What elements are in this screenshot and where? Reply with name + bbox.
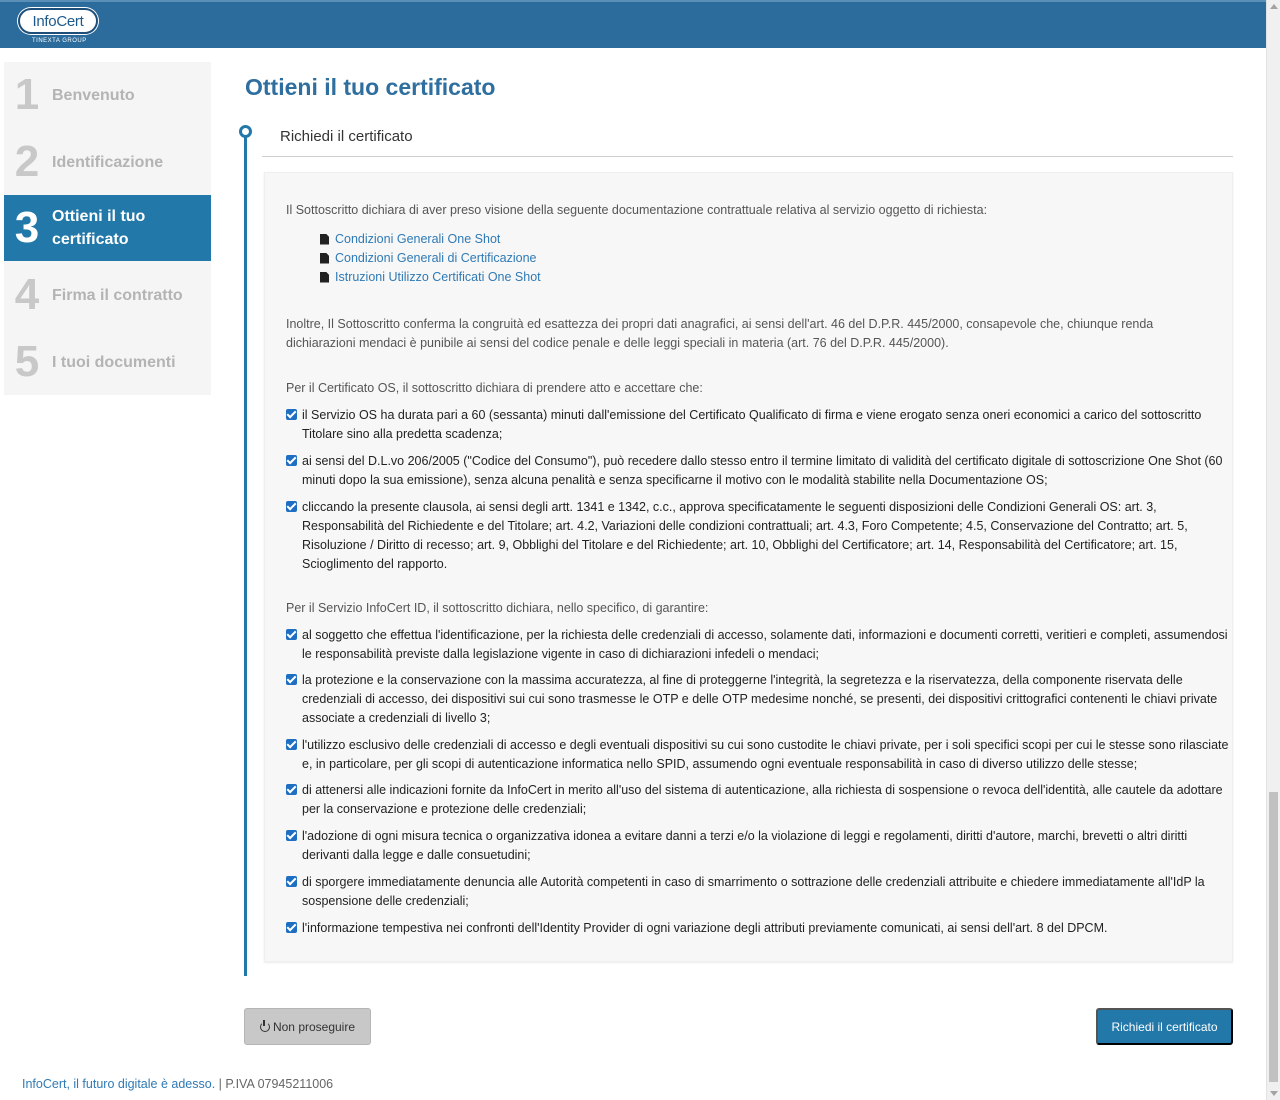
id-checkbox-row[interactable] [286, 781, 1232, 819]
step-number: 4 [14, 270, 40, 319]
page-scrollbar[interactable] [1266, 0, 1280, 1100]
step-label: Identificazione [52, 153, 164, 171]
checkbox-checked[interactable] [286, 830, 297, 841]
declaration-text: Inoltre, Il Sottoscritto conferma la congruità ed esattezza dei propri dati anagrafici, ai sensi dell'art. 46 del D.P.R. 445/2000, consapevole che, chiunque renda dichiarazioni mendaci è punibile ai sensi del codice penale e delle leggi speciali in materia (art. 76 del D.P.R. 445/2000). [286, 317, 1154, 350]
document-icon [320, 234, 329, 245]
timeline-dot-icon [239, 125, 252, 138]
doc-link-general-conditions-one-shot[interactable] [320, 232, 500, 246]
power-icon [260, 1022, 270, 1032]
id-checkbox-row[interactable] [286, 626, 1232, 664]
steps-sidebar [4, 62, 211, 395]
step-number: 2 [14, 137, 40, 186]
os-checkbox-row[interactable] [286, 498, 1232, 574]
page-title: Ottieni il tuo certificato [245, 74, 496, 100]
top-header [0, 0, 1266, 48]
checkbox-label: l'informazione tempestiva nei confronti dell'Identity Provider di ogni variazione degli attributi previamente comunicati, ai sensi dell'art. 8 del DPCM. [302, 921, 1108, 935]
checkbox-label: ai sensi del D.L.vo 206/2005 ("Codice del Consumo"), può recedere dallo stesso entro il termine limitato di validità del certificato digitale di sottoscrizione One Shot (60 minuti dopo la sua emissione), senza alcuna penalità e senza specificarne il motivo con le modalità stabilite nella Documentazione OS; [302, 454, 1223, 487]
step-sign-contract [4, 262, 211, 328]
id-checkbox-row[interactable] [286, 827, 1232, 865]
checkbox-checked[interactable] [286, 674, 297, 685]
os-checkbox-row[interactable] [286, 406, 1232, 444]
doc-link-certification-conditions[interactable] [320, 251, 537, 265]
id-checkbox-row[interactable] [286, 873, 1232, 911]
document-icon [320, 272, 329, 283]
infocert-logo[interactable] [18, 8, 98, 34]
footer [22, 1077, 333, 1091]
checkbox-checked[interactable] [286, 629, 297, 640]
request-button-label: Richiedi il certificato [1111, 1019, 1218, 1034]
footer-link[interactable]: InfoCert, il futuro digitale è adesso. [22, 1077, 216, 1091]
step-number: 3 [14, 203, 40, 252]
checkbox-checked[interactable] [286, 409, 297, 420]
logo-subtext: TINEXTA GROUP [32, 38, 87, 44]
checkbox-checked[interactable] [286, 876, 297, 887]
id-heading: Per il Servizio InfoCert ID, il sottoscritto dichiara, nello specifico, di garantire: [286, 601, 709, 615]
checkbox-label: al soggetto che effettua l'identificazione, per la richiesta delle credenziali di accesso, solamente dati, informazioni e documenti corretti, veritieri e completi, assumendosi le responsabilità previste dalla legislazione vigente in caso di dichiarazioni infedeli o mendaci; [302, 628, 1228, 661]
step-welcome [4, 62, 211, 128]
os-checkbox-row[interactable] [286, 452, 1232, 490]
checkbox-checked[interactable] [286, 922, 297, 933]
step-label: Benvenuto [52, 86, 135, 104]
checkbox-label: cliccando la presente clausola, ai sensi degli artt. 1341 e 1342, c.c., approva specificatamente le seguenti disposizioni delle Condizioni Generali OS: art. 3, Responsabilità del Richiedente e del Titolare; art. 4.2, Variazioni delle condizioni contrattuali; art. 4.3, Foro Competente; 4.5, Conservazione del Contratto; art. 5, Risoluzione / Diritto di recesso; art. 9, Obblighi del Titolare e del Richiedente; art. 10, Obblighi del Certificatore; art. 14, Responsabilità del Certificatore; art. 15, Scioglimento del rapporto. [302, 500, 1188, 571]
checkbox-label: di attenersi alle indicazioni fornite da InfoCert in merito all'uso del sistema di autenticazione, alla richiesta di sospensione o revoca dell'identità, alle cautele da adottare per la conservazione e protezione delle credenziali; [302, 783, 1223, 816]
step-number: 5 [14, 337, 40, 386]
checkbox-checked[interactable] [286, 455, 297, 466]
step-number: 1 [14, 70, 40, 119]
doc-link-label: Istruzioni Utilizzo Certificati One Shot [335, 270, 541, 284]
scroll-down-arrow-icon[interactable] [1270, 1091, 1278, 1096]
doc-link-label: Condizioni Generali di Certificazione [335, 251, 537, 265]
step-your-documents [4, 329, 211, 395]
intro-text: Il Sottoscritto dichiara di aver preso visione della seguente documentazione contrattuale relativa al servizio oggetto di richiesta: [286, 203, 988, 217]
checkbox-label: di sporgere immediatamente denuncia alle Autorità competenti in caso di smarrimento o sottrazione delle credenziali attribuite e chiedere immediatamente all'IdP la sospensione delle credenziali; [302, 875, 1205, 908]
checkbox-label: il Servizio OS ha durata pari a 60 (sessanta) minuti dall'emissione del Certificato Qualificato di firma e viene erogato senza oneri economici a carico del sottoscritto Titolare sino alla predetta scadenza; [302, 408, 1202, 441]
request-certificate-button[interactable] [1096, 1008, 1233, 1045]
section-title: Richiedi il certificato [280, 128, 413, 145]
doc-link-label: Condizioni Generali One Shot [335, 232, 501, 246]
checkbox-label: l'adozione di ogni misura tecnica o organizzativa idonea a evitare danni a terzi e/o la violazione di leggi e regolamenti, diritti d'autore, marchi, brevetti o altri diritti derivanti dalla legge e dalle consuetudini; [302, 829, 1188, 862]
id-checkbox-row[interactable] [286, 671, 1232, 728]
timeline-line [244, 136, 247, 976]
section-divider [262, 156, 1233, 157]
step-identification [4, 129, 211, 195]
step-label: I tuoi documenti [52, 353, 176, 371]
step-label: Firma il contratto [52, 286, 183, 304]
checkbox-checked[interactable] [286, 784, 297, 795]
id-checkbox-row[interactable] [286, 919, 1232, 938]
checkbox-label: l'utilizzo esclusivo delle credenziali di accesso e degli eventuali dispositivi su cui sono custodite le chiavi private, per i soli specifici scopi per cui le stesse sono rilasciate e, in particolare, per gli scopi di autenticazione informatica nello SPID, assumendo ogni eventuale responsabilità in caso di diverso utilizzo delle stesse; [302, 738, 1229, 771]
os-heading: Per il Certificato OS, il sottoscritto dichiara di prendere atto e accettare che: [286, 381, 703, 395]
checkbox-checked[interactable] [286, 739, 297, 750]
scroll-up-arrow-icon[interactable] [1270, 4, 1278, 9]
stop-button[interactable] [244, 1008, 371, 1045]
step-get-certificate [4, 195, 211, 261]
checkbox-checked[interactable] [286, 501, 297, 512]
stop-button-label: Non proseguire [272, 1019, 356, 1034]
footer-separator: | [215, 1077, 226, 1091]
document-icon [320, 253, 329, 264]
checkbox-label: la protezione e la conservazione con la massima accuratezza, al fine di proteggerne l'integrità, la segretezza e la riservatezza, della componente riservata delle credenziali di accesso, dei dispositivi sui cui sono trasmesse le OTP e delle OTP medesime nonché, se presenti, dei dispositivi crittografici contenenti le chiavi private associate a credenziali di livello 3; [302, 673, 1218, 725]
id-checkbox-row[interactable] [286, 736, 1232, 774]
scroll-thumb[interactable] [1269, 792, 1278, 1082]
logo-text: InfoCert [32, 12, 84, 30]
footer-vat: P.IVA 07945211006 [225, 1077, 334, 1091]
step-label: Ottieni il tuo certificato [52, 208, 146, 248]
doc-link-usage-instructions[interactable] [320, 270, 541, 284]
